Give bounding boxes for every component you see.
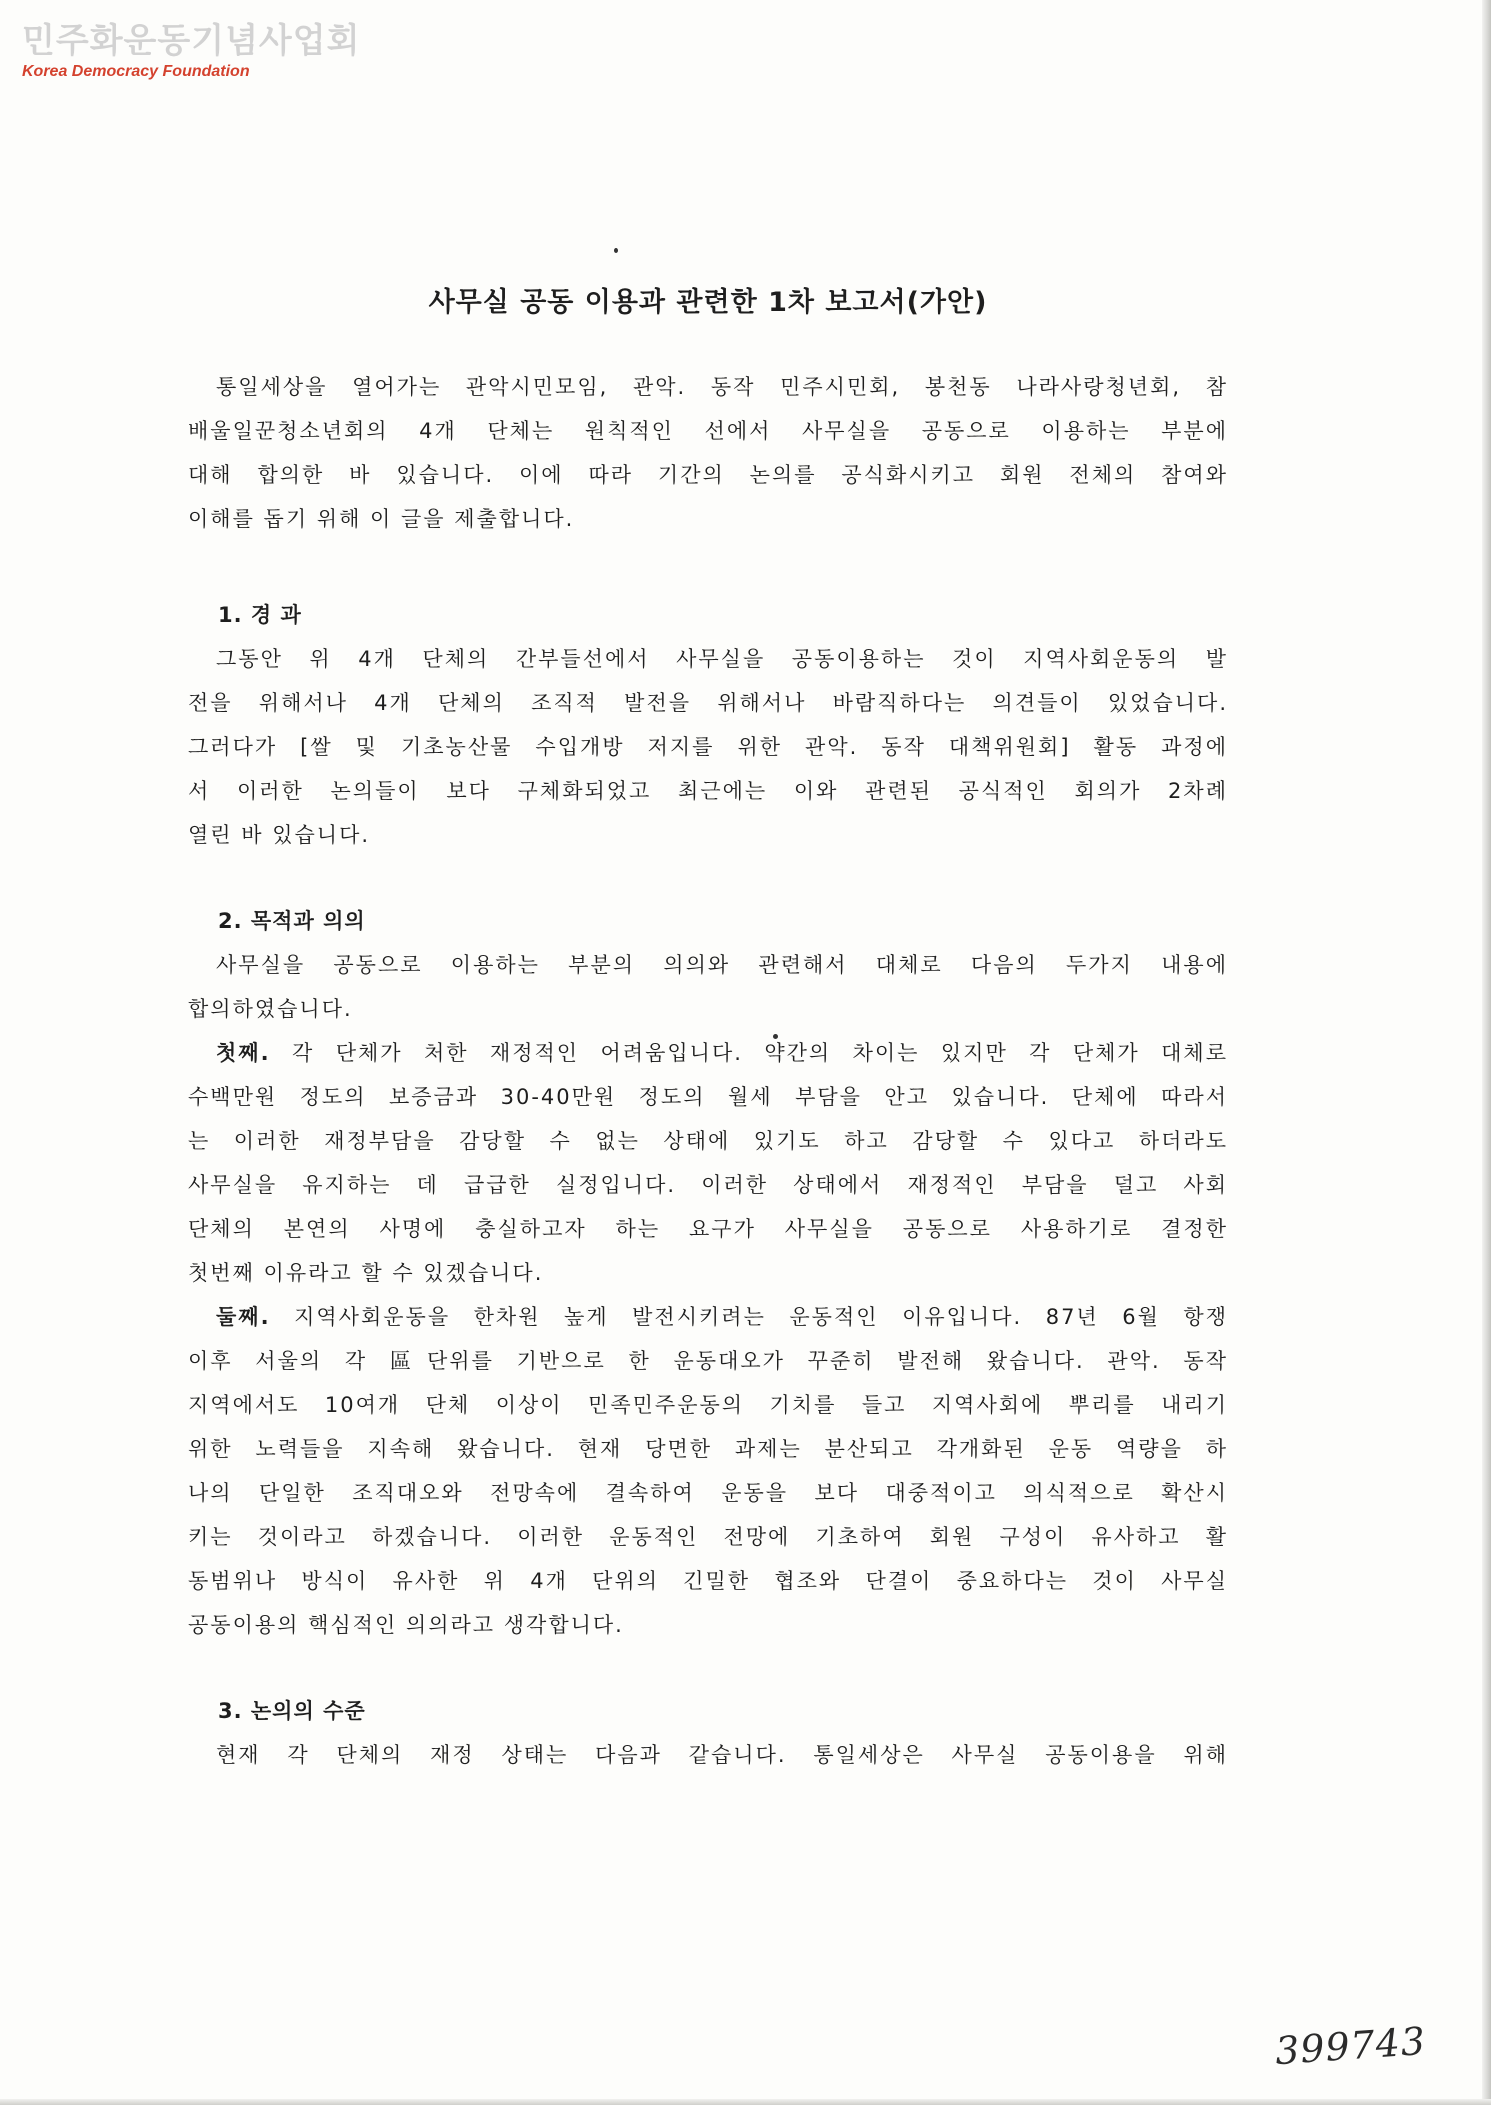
section-line: 사무실을 공동으로 이용하는 부분의 의의와 관련해서 대체로 다음의 두가지 내용에 bbox=[216, 953, 1228, 977]
intro-line: 이해를 돕기 위해 이 글을 제출합니다. bbox=[188, 507, 575, 531]
watermark-english: Korea Democracy Foundation bbox=[22, 63, 250, 80]
point-line: 는 이러한 재정부담을 감당할 수 없는 상태에 있기도 하고 감당할 수 있다고 하더라도 bbox=[188, 1129, 1228, 1153]
handwritten-page-number: 399743 bbox=[1273, 2018, 1428, 2074]
document-title: 사무실 공동 이용과 관련한 1차 보고서(가안) bbox=[428, 287, 988, 318]
section-line: 열린 바 있습니다. bbox=[188, 823, 371, 847]
section-line: 서 이러한 논의들이 보다 구체화되었고 최근에는 이와 관련된 공식적인 회의가 2차례 bbox=[188, 779, 1228, 803]
section-heading-discussion-level: 3. 논의의 수준 bbox=[218, 1699, 366, 1723]
section-heading-purpose: 2. 목적과 의의 bbox=[218, 909, 366, 933]
point-text: 각 단체가 처한 재정적인 어려움입니다. 약간의 차이는 있지만 각 단체가 대체로 bbox=[291, 1041, 1228, 1065]
point-line: 공동이용의 핵심적인 의의라고 생각합니다. bbox=[188, 1613, 624, 1637]
point-line: 수백만원 정도의 보증금과 30-40만원 정도의 월세 부담을 안고 있습니다. 단체에 따라서 bbox=[188, 1085, 1228, 1109]
point-text: 지역사회운동을 한차원 높게 발전시키려는 운동적인 이유입니다. 87년 6월 항쟁 bbox=[294, 1305, 1228, 1329]
scan-speck bbox=[614, 248, 618, 253]
intro-line: 통일세상을 열어가는 관악시민모임, 관악. 동작 민주시민회, 봉천동 나라사랑청년회, 참 bbox=[216, 375, 1228, 399]
section-line: 그러다가 [쌀 및 기초농산물 수입개방 저지를 위한 관악. 동작 대책위원회] 활동 과정에 bbox=[188, 735, 1228, 759]
point-line: 단체의 본연의 사명에 충실하고자 하는 요구가 사무실을 공동으로 사용하기로 결정한 bbox=[188, 1217, 1228, 1241]
watermark-korean: 민주화운동기념사업회 bbox=[22, 21, 361, 61]
section-line: 전을 위해서나 4개 단체의 조직적 발전을 위해서나 바람직하다는 의견들이 있었습니다. bbox=[188, 691, 1228, 715]
point-line: 키는 것이라고 하겠습니다. 이러한 운동적인 전망에 기초하여 회원 구성이 유사하고 활 bbox=[188, 1525, 1228, 1549]
point-line: 나의 단일한 조직대오와 전망속에 결속하여 운동을 보다 대중적이고 의식적으로 확산시 bbox=[188, 1481, 1228, 1505]
intro-paragraph bbox=[188, 365, 1228, 541]
section-line: 그동안 위 4개 단체의 간부들선에서 사무실을 공동이용하는 것이 지역사회운동의 발 bbox=[216, 647, 1228, 671]
section-progress-body bbox=[188, 637, 1228, 857]
point-line: 사무실을 유지하는 데 급급한 실정입니다. 이러한 상태에서 재정적인 부담을 덜고 사회 bbox=[188, 1173, 1228, 1197]
scan-edge bbox=[1482, 0, 1491, 2105]
foundation-watermark bbox=[22, 20, 360, 82]
section-heading-progress: 1. 경 과 bbox=[218, 603, 302, 627]
section-line: 현재 각 단체의 재정 상태는 다음과 같습니다. 통일세상은 사무실 공동이용을 위해 bbox=[216, 1743, 1228, 1767]
section-discussion-body bbox=[188, 1733, 1228, 1777]
point-line: 첫번째 이유라고 할 수 있겠습니다. bbox=[188, 1261, 544, 1285]
point-second-lead: 둘째. bbox=[216, 1305, 271, 1329]
point-line: 위한 노력들을 지속해 왔습니다. 현재 당면한 과제는 분산되고 각개화된 운동 역량을 하 bbox=[188, 1437, 1228, 1461]
point-line: 지역에서도 10여개 단체 이상이 민족민주운동의 기치를 들고 지역사회에 뿌리를 내리기 bbox=[188, 1393, 1228, 1417]
document-body bbox=[188, 280, 1228, 1777]
intro-line: 배울일꾼청소년회의 4개 단체는 원칙적인 선에서 사무실을 공동으로 이용하는 부분에 bbox=[188, 419, 1228, 443]
point-line: 동범위나 방식이 유사한 위 4개 단위의 긴밀한 협조와 단결이 중요하다는 것이 사무실 bbox=[188, 1569, 1228, 1593]
section-line: 합의하였습니다. bbox=[188, 997, 353, 1021]
point-second-line bbox=[188, 1295, 1228, 1339]
point-line: 이후 서울의 각 區단위를 기반으로 한 운동대오가 꾸준히 발전해 왔습니다. 관악. 동작 bbox=[188, 1349, 1228, 1373]
point-first-lead: 첫째. bbox=[216, 1041, 271, 1065]
intro-line: 대해 합의한 바 있습니다. 이에 따라 기간의 논의를 공식화시키고 회원 전체의 참여와 bbox=[188, 463, 1228, 487]
scan-edge-bottom bbox=[0, 2099, 1491, 2105]
section-purpose-body bbox=[188, 943, 1228, 1647]
point-first-line bbox=[188, 1031, 1228, 1075]
